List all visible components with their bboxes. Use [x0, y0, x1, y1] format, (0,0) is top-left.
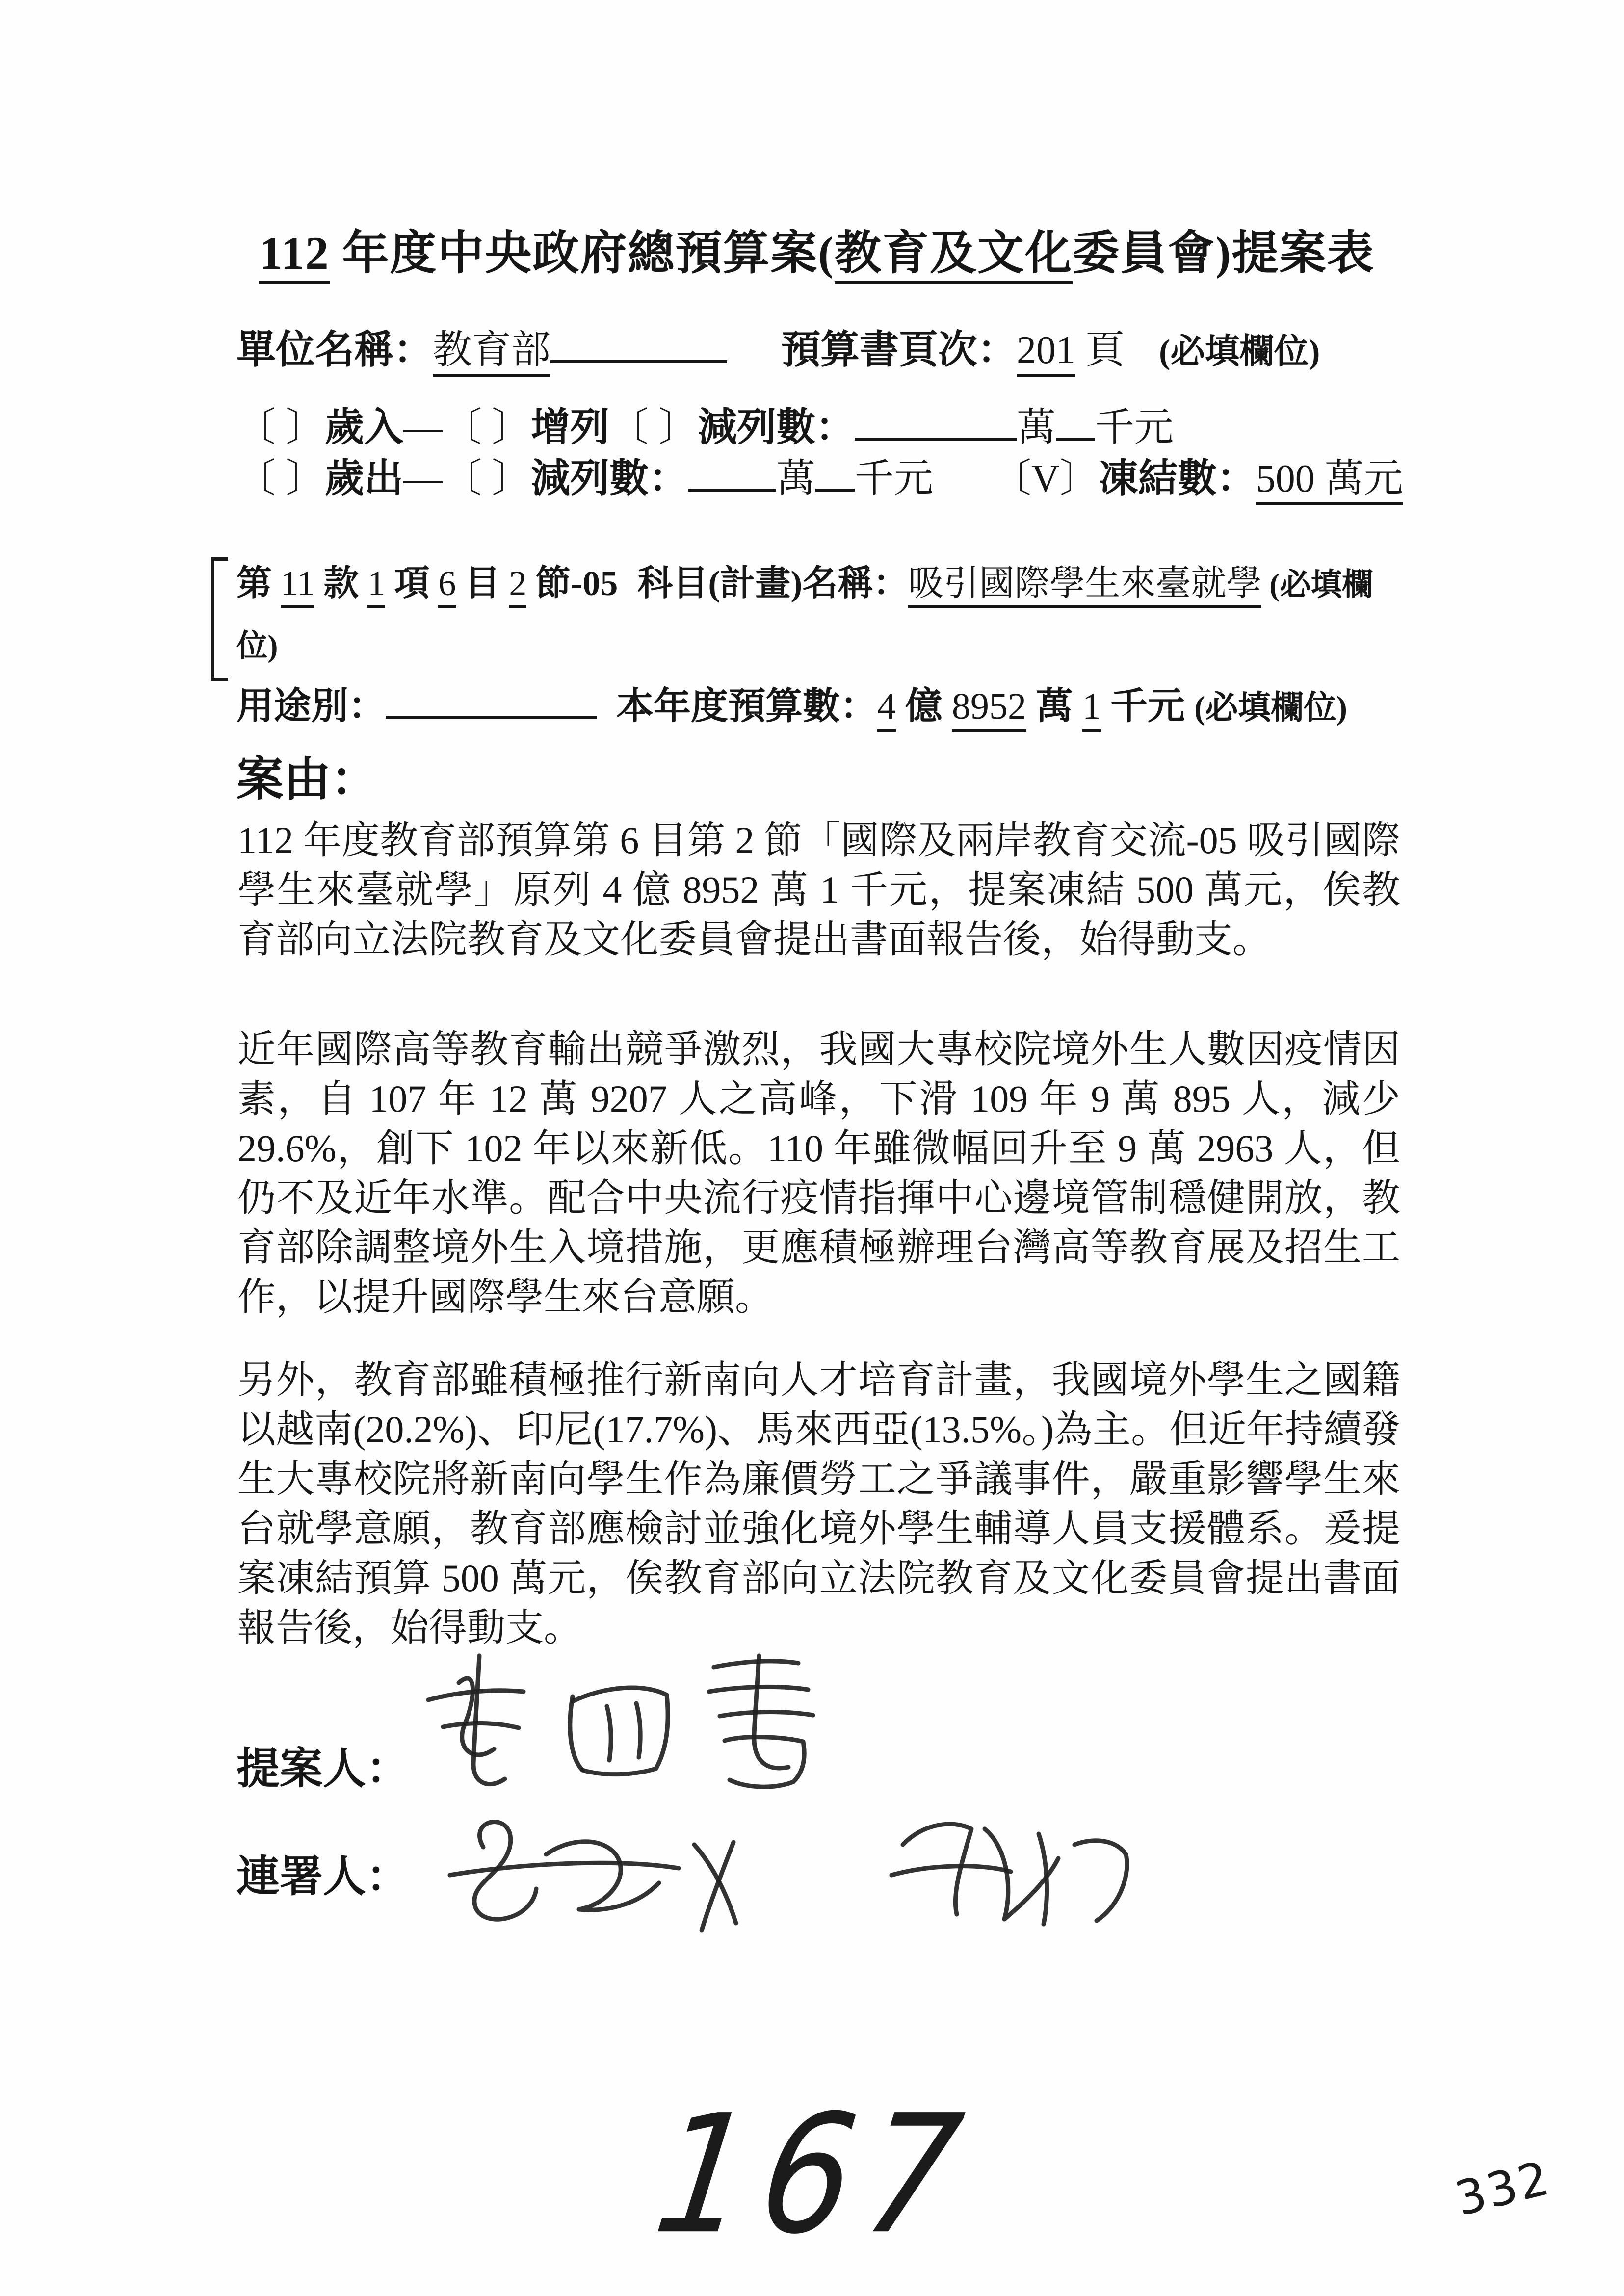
- proposer-label: 提案人：: [236, 1746, 410, 1793]
- clause-line-2: [236, 615, 1414, 676]
- revenue-checkbox: 〔 〕: [236, 406, 325, 449]
- budget-required-note: (必填欄位): [1194, 690, 1347, 726]
- purpose-label: 用途別：: [236, 686, 386, 727]
- budget-wan-number: 8952: [952, 686, 1026, 732]
- budget-yi-unit: 億: [896, 686, 952, 727]
- revenue-amount-blank: [855, 400, 1017, 441]
- freeze-label: 凍結數：: [1099, 457, 1256, 500]
- expense-sub-label: 減列數：: [531, 457, 688, 500]
- purpose-row: [236, 676, 1347, 730]
- clause-bracket-mark: [211, 557, 228, 681]
- revenue-qian-blank: [1056, 400, 1095, 441]
- title-year: 112: [259, 227, 329, 284]
- budget-qian-number: 1: [1082, 686, 1101, 732]
- cosigner-signature-2: [891, 1824, 1127, 1924]
- cosigner-signature-1: [450, 1822, 736, 1931]
- document-title: [231, 216, 1403, 283]
- budget-page-label: 預算書頁次：: [781, 329, 1017, 372]
- annual-budget-label: 本年度預算數：: [616, 686, 877, 727]
- clause-mu: 目: [456, 564, 509, 603]
- expense-label: 歲出: [325, 457, 403, 500]
- title-part1: 年度中央政府總預算案(: [329, 227, 835, 279]
- budget-qian-unit: 千元: [1101, 686, 1194, 727]
- expense-sub-checkbox: 〔 〕: [443, 457, 531, 500]
- revenue-qian-unit: 千元: [1095, 406, 1174, 449]
- paragraph-1: 112 年度教育部預算第 6 目第 2 節「國際及兩岸教育交流-05 吸引國際學生來臺就學」原列 4 億 8952 萬 1 千元，提案凍結 500 萬元，俟教育部向立法院教育及文化委員會提出書面報告後，始得動支。: [237, 819, 1400, 961]
- handwritten-page-number: 167: [645, 2080, 985, 2270]
- expense-row: [236, 446, 1403, 503]
- clause-di: 第: [236, 564, 281, 603]
- cosigner-signatures: [419, 1786, 1185, 1953]
- freeze-amount-value: 500 萬元: [1256, 457, 1403, 505]
- subject-required-note-part2: 位): [236, 629, 278, 663]
- budget-page-unit: 頁: [1075, 329, 1125, 372]
- revenue-sub-label: 減列數：: [698, 406, 855, 449]
- revenue-add-checkbox: 〔 〕: [443, 406, 531, 449]
- paragraph-2: 近年國際高等教育輸出競爭激烈，我國大專校院境外生人數因疫情因素，自 107 年 12 萬 9207 人之高峰，下滑 109 年 9 萬 895 人，減少 29.6%，創下 102 年以來新低。110 年雖微幅回升至 9 萬 2963 人，但仍不及近年水準。配合中央流行疫情指揮中心邊境管制穩健開放，教育部除調整境外生入境措施，更應積極辦理台灣高等教育展及招生工作，以提升國際學生來台意願。: [237, 1028, 1400, 1318]
- subject-required-note-part1: (必填欄: [1261, 568, 1373, 602]
- budget-wan-unit: 萬: [1026, 686, 1082, 727]
- required-field-note: (必填欄位): [1159, 333, 1320, 371]
- unit-name-blank-line: [550, 323, 727, 363]
- unit-name-label: 單位名稱：: [236, 329, 433, 372]
- expense-checkbox: 〔 〕: [236, 457, 325, 500]
- budget-page-value: 201: [1017, 329, 1075, 377]
- subject-name-label: 科目(計畫)名稱：: [637, 564, 909, 603]
- case-reason-label: 案由：: [236, 753, 378, 806]
- clause-kuan: 款: [314, 564, 368, 603]
- handwritten-corner-number: 332: [1450, 2150, 1556, 2227]
- clause-kuan-number: 11: [281, 564, 314, 608]
- freeze-checkbox-checked: 〔V〕: [992, 457, 1099, 500]
- clause-xiang-number: 1: [367, 564, 385, 608]
- budget-yi-number: 4: [877, 686, 896, 732]
- unit-name-value: 教育部: [433, 329, 550, 377]
- subject-name-value: 吸引國際學生來臺就學: [908, 564, 1261, 608]
- title-part2: 委員會)提案表: [1073, 227, 1375, 279]
- expense-qian-blank: [815, 451, 855, 492]
- revenue-row: [236, 395, 1174, 452]
- revenue-sub-checkbox: 〔 〕: [609, 406, 698, 449]
- expense-dash: —: [403, 457, 443, 500]
- clause-xiang: 項: [385, 564, 439, 603]
- revenue-label: 歲入: [325, 406, 403, 449]
- paragraph-3: 另外，教育部雖積極推行新南向人才培育計畫，我國境外學生之國籍以越南(20.2%)、印尼(17.7%)、馬來西亞(13.5%。)為主。但近年持續發生大專校院將新南向學生作為廉價勞工之爭議事件，嚴重影響學生來台就學意願，教育部應檢討並強化境外學生輔導人員支援體系。爰提案凍結預算 500 萬元，俟教育部向立法院教育及文化委員會提出書面報告後，始得動支。: [237, 1358, 1400, 1649]
- clause-jie-number: 2: [509, 564, 526, 608]
- proposer-signature: [400, 1629, 881, 1805]
- clause-mu-number: 6: [438, 564, 456, 608]
- clause-line-1: [236, 553, 1414, 615]
- title-committee: 教育及文化: [835, 227, 1073, 284]
- expense-qian-unit: 千元: [855, 457, 933, 500]
- cosigner-label: 連署人：: [236, 1853, 410, 1901]
- revenue-add-label: 增列: [531, 406, 609, 449]
- unit-row: [236, 318, 1320, 374]
- clause-block: [236, 553, 1414, 676]
- purpose-blank-line: [386, 680, 597, 719]
- clause-jie: 節-05: [526, 564, 618, 603]
- expense-amount-blank: [688, 451, 776, 492]
- revenue-dash: —: [403, 406, 443, 449]
- expense-wan-unit: 萬: [776, 457, 815, 500]
- revenue-wan-unit: 萬: [1017, 406, 1056, 449]
